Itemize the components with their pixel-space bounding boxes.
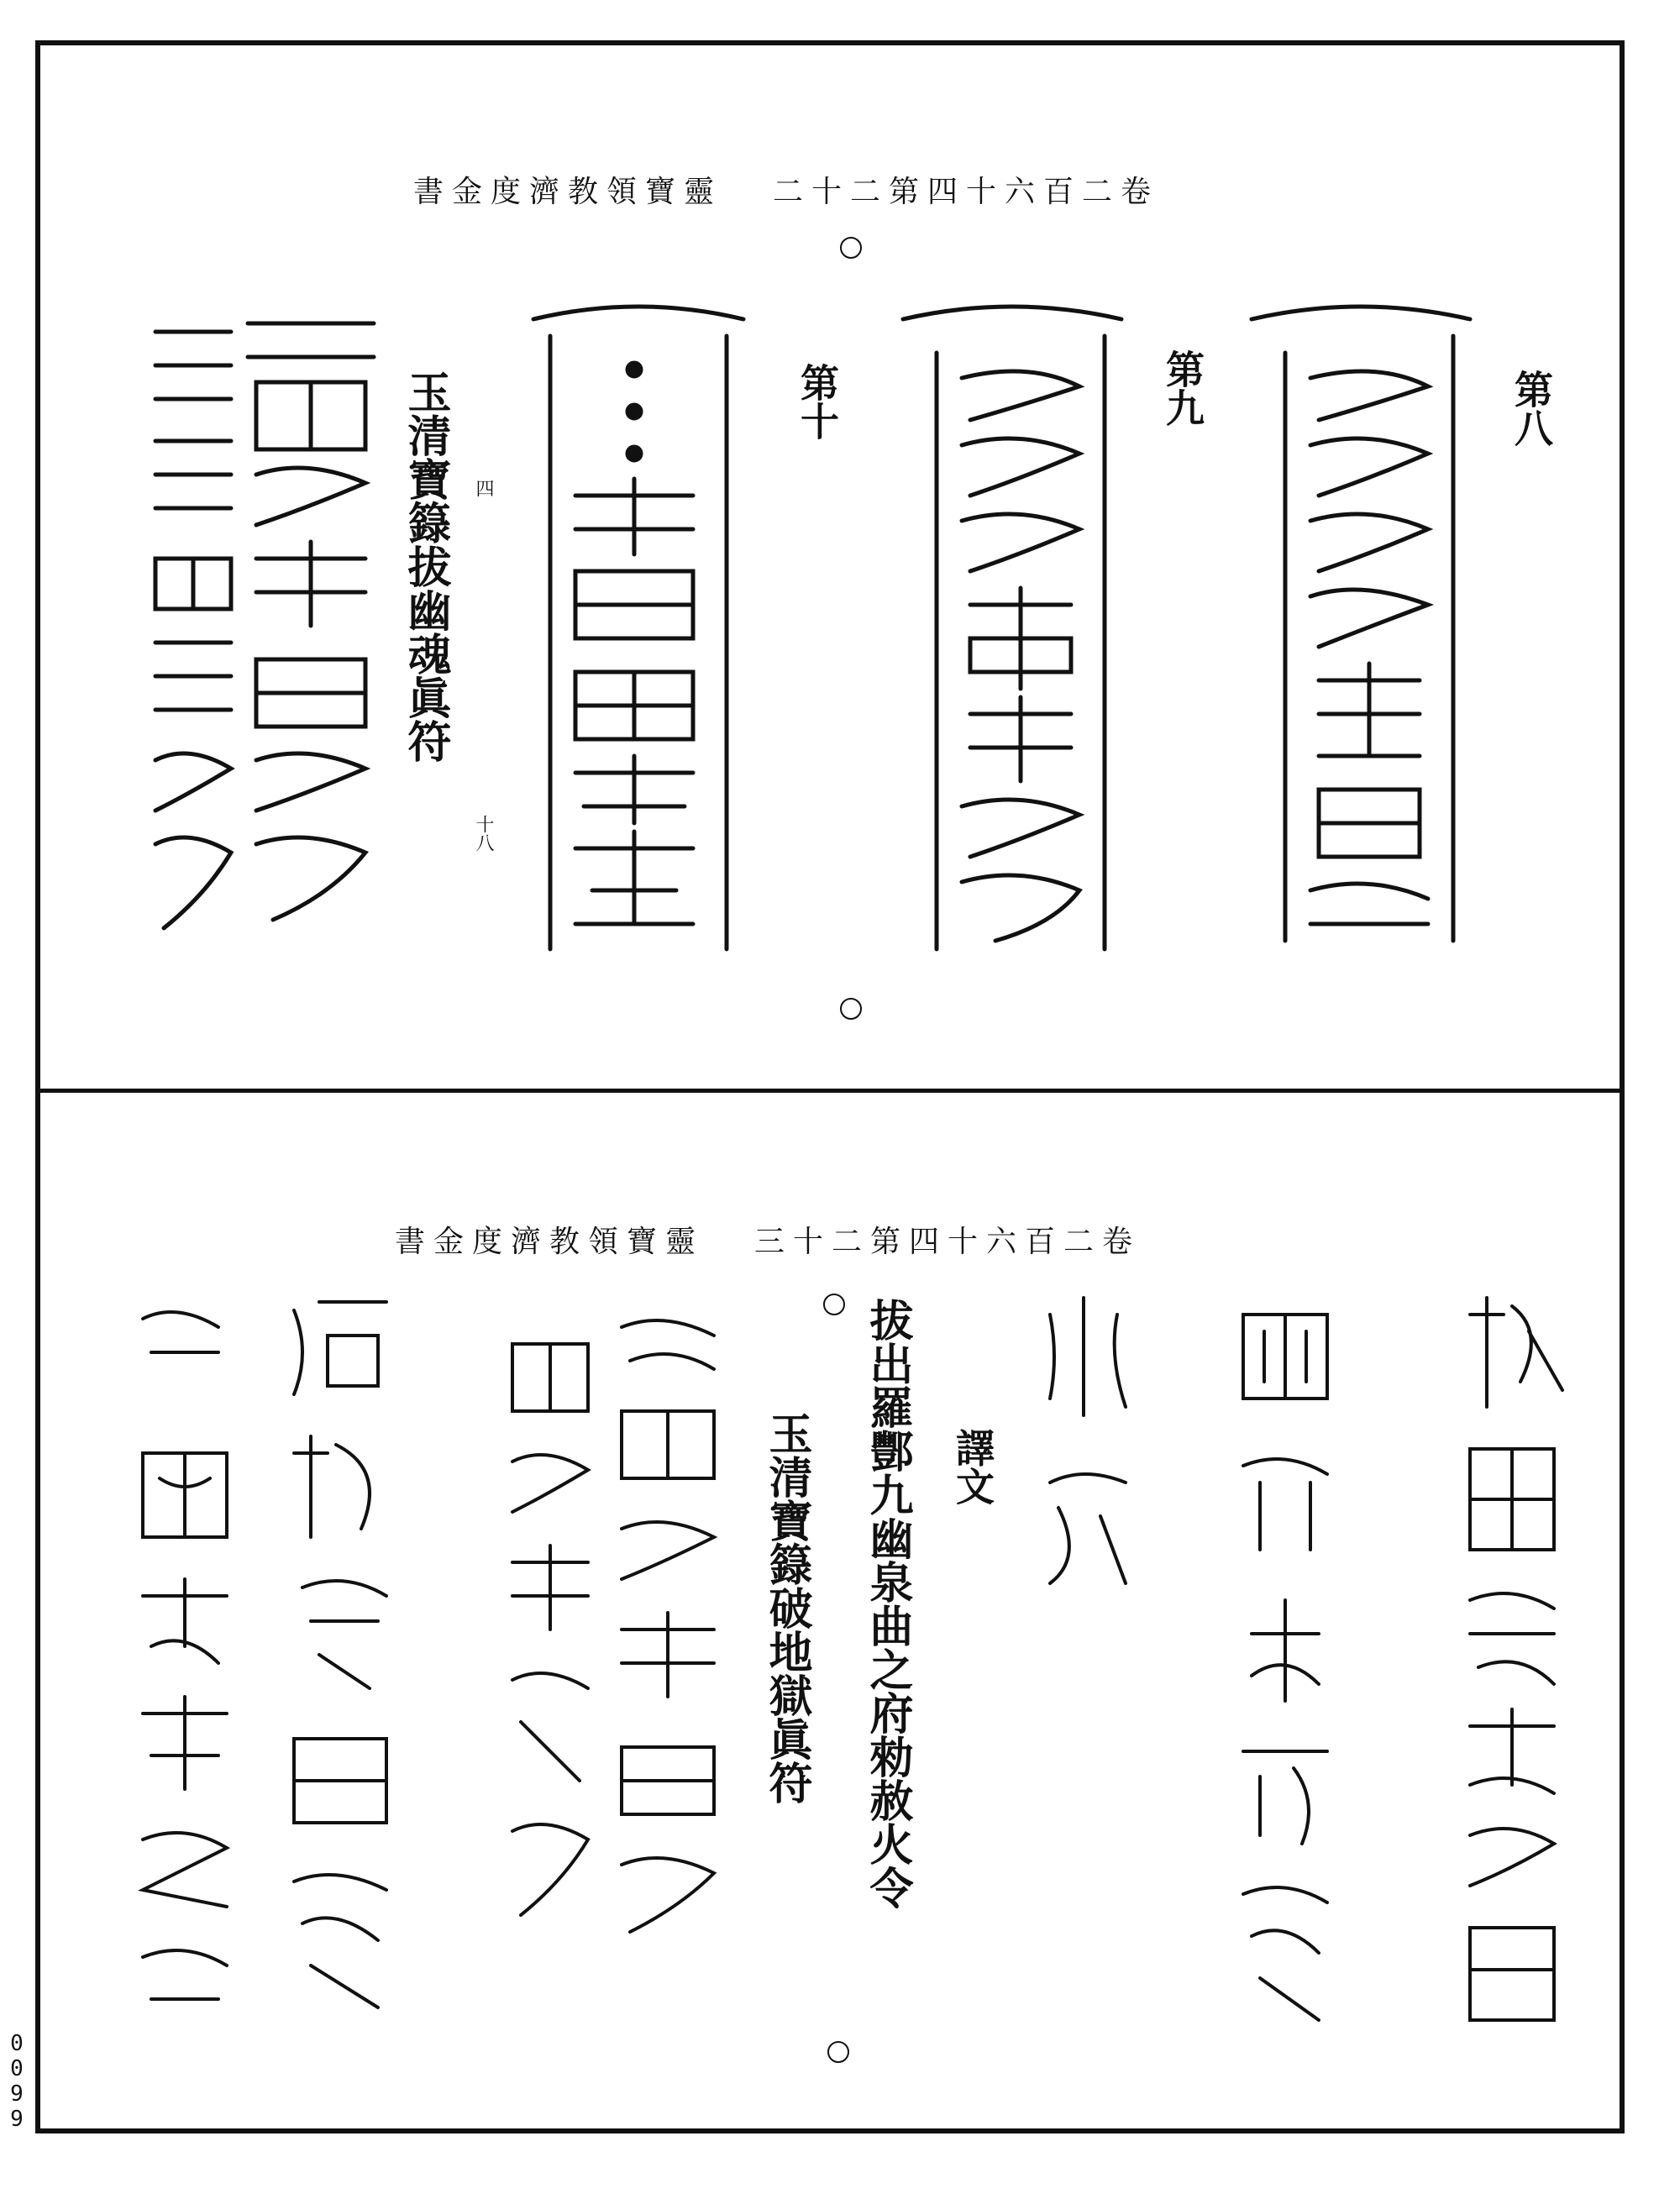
top-margin-note-1: 四: [473, 479, 494, 497]
page-number: 0099: [10, 2031, 24, 2132]
translation-label: 譯文: [950, 1428, 995, 1505]
talisman-label-10: 第十: [795, 363, 840, 440]
top-header-title: 靈寶領教濟度金書: [413, 175, 723, 209]
talisman-label-8: 第八: [1509, 370, 1554, 447]
bottom-header-volume: 卷二百六十四第二十三: [754, 1225, 1142, 1259]
page-divider: [35, 1089, 1625, 1093]
talisman-9-seal: [886, 302, 1138, 966]
translation-text: 拔出羅酆九幽泉曲之府勑赦火令: [862, 1298, 913, 1909]
seal-column-1: [1453, 1281, 1571, 2054]
seal-column-6: [126, 1285, 244, 2033]
seal-column-3: [1033, 1281, 1134, 1701]
top-header-volume: 卷二百六十四第二十二: [773, 175, 1160, 209]
seal-column-2: [1226, 1281, 1344, 2054]
seal-column-5: [277, 1285, 403, 2033]
binding-hole-marker: [840, 237, 862, 259]
talisman-label-9: 第九: [1160, 349, 1205, 427]
bottom-page-header: [395, 1218, 1141, 1261]
talisman-11-seal: [139, 307, 382, 962]
top-page-header: [413, 168, 1159, 211]
top-margin-note-2: 十八: [473, 815, 494, 852]
top-title-column: 玉清寶籙拔幽魂眞符: [400, 370, 451, 763]
talisman-8-seal: [1235, 302, 1487, 966]
seal-column-4: [496, 1310, 731, 1965]
talisman-10-seal: [517, 302, 760, 966]
bottom-title-column: 玉清寶籙破地獄眞符: [761, 1411, 812, 1804]
binding-hole-marker: [840, 998, 862, 1020]
binding-hole-marker: [823, 1294, 845, 1315]
bottom-header-title: 靈寶領教濟度金書: [395, 1225, 705, 1259]
binding-hole-marker: [827, 2041, 849, 2063]
